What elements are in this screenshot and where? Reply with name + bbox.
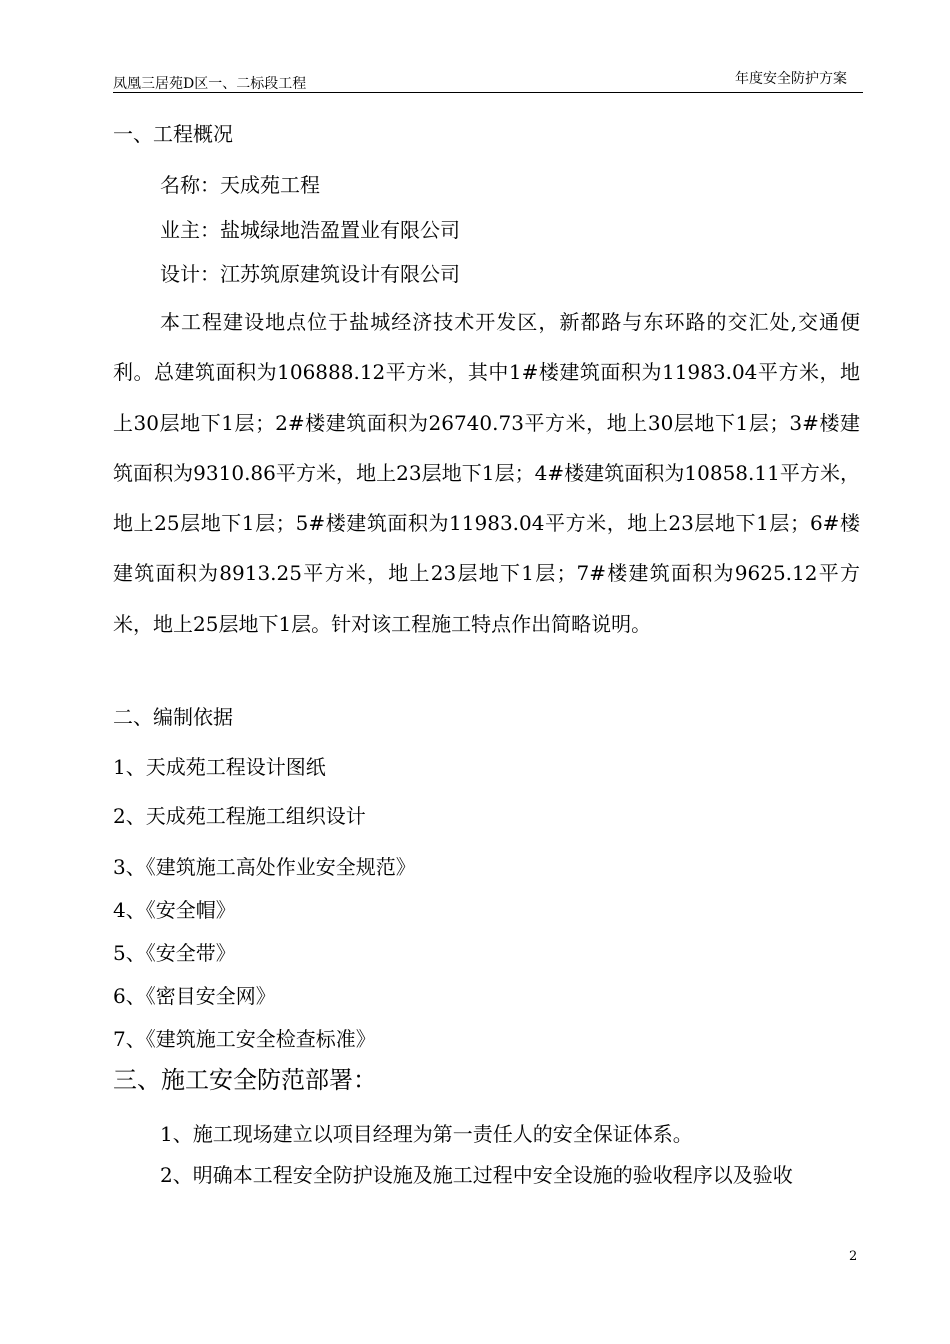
header-divider xyxy=(113,92,863,93)
basis-item-1: 1、天成苑工程设计图纸 xyxy=(113,755,326,779)
page-number: 2 xyxy=(849,1249,858,1264)
measure-item-2: 2、明确本工程安全防护设施及施工过程中安全设施的验收程序以及验收 xyxy=(160,1163,793,1187)
project-designer-line: 设计：江苏筑原建筑设计有限公司 xyxy=(160,262,460,286)
section-2-title: 二、编制依据 xyxy=(113,705,233,729)
project-name-line: 名称：天成苑工程 xyxy=(160,173,320,197)
basis-item-2: 2、天成苑工程施工组织设计 xyxy=(113,804,366,828)
basis-item-3: 3、《建筑施工高处作业安全规范》 xyxy=(113,855,416,879)
basis-item-4: 4、《安全帽》 xyxy=(113,898,236,922)
project-overview-paragraph: 本工程建设地点位于盐城经济技术开发区，新都路与东环路的交汇处,交通便利。总建筑面积为106888.12平方米，其中1#楼建筑面积为11983.04平方米，地上30层地下1层；2#楼建筑面积为26740.73平方米，地上30层地下1层；3#楼建筑面积为9310.86平方米，地上23层地下1层；4#楼建筑面积为10858.11平方米，地上25层地下1层；5#楼建筑面积为11983.04平方米，地上23层地下1层；6#楼建筑面积为8913.25平方米，地上23层地下1层；7#楼建筑面积为9625.12平方米，地上25层地下1层。针对该工程施工特点作出简略说明。 xyxy=(113,310,860,636)
basis-item-5: 5、《安全带》 xyxy=(113,941,236,965)
section-3-title: 三、施工安全防范部署： xyxy=(113,1066,377,1094)
header-project-name: 凤凰三居苑D区一、二标段工程 xyxy=(113,76,307,92)
project-owner-line: 业主：盐城绿地浩盈置业有限公司 xyxy=(160,218,460,242)
basis-item-7: 7、《建筑施工安全检查标准》 xyxy=(113,1027,376,1051)
measure-item-1: 1、施工现场建立以项目经理为第一责任人的安全保证体系。 xyxy=(160,1122,693,1146)
header-document-title: 年度安全防护方案 xyxy=(735,71,847,87)
basis-item-6: 6、《密目安全网》 xyxy=(113,984,276,1008)
section-1-title: 一、工程概况 xyxy=(113,122,233,146)
